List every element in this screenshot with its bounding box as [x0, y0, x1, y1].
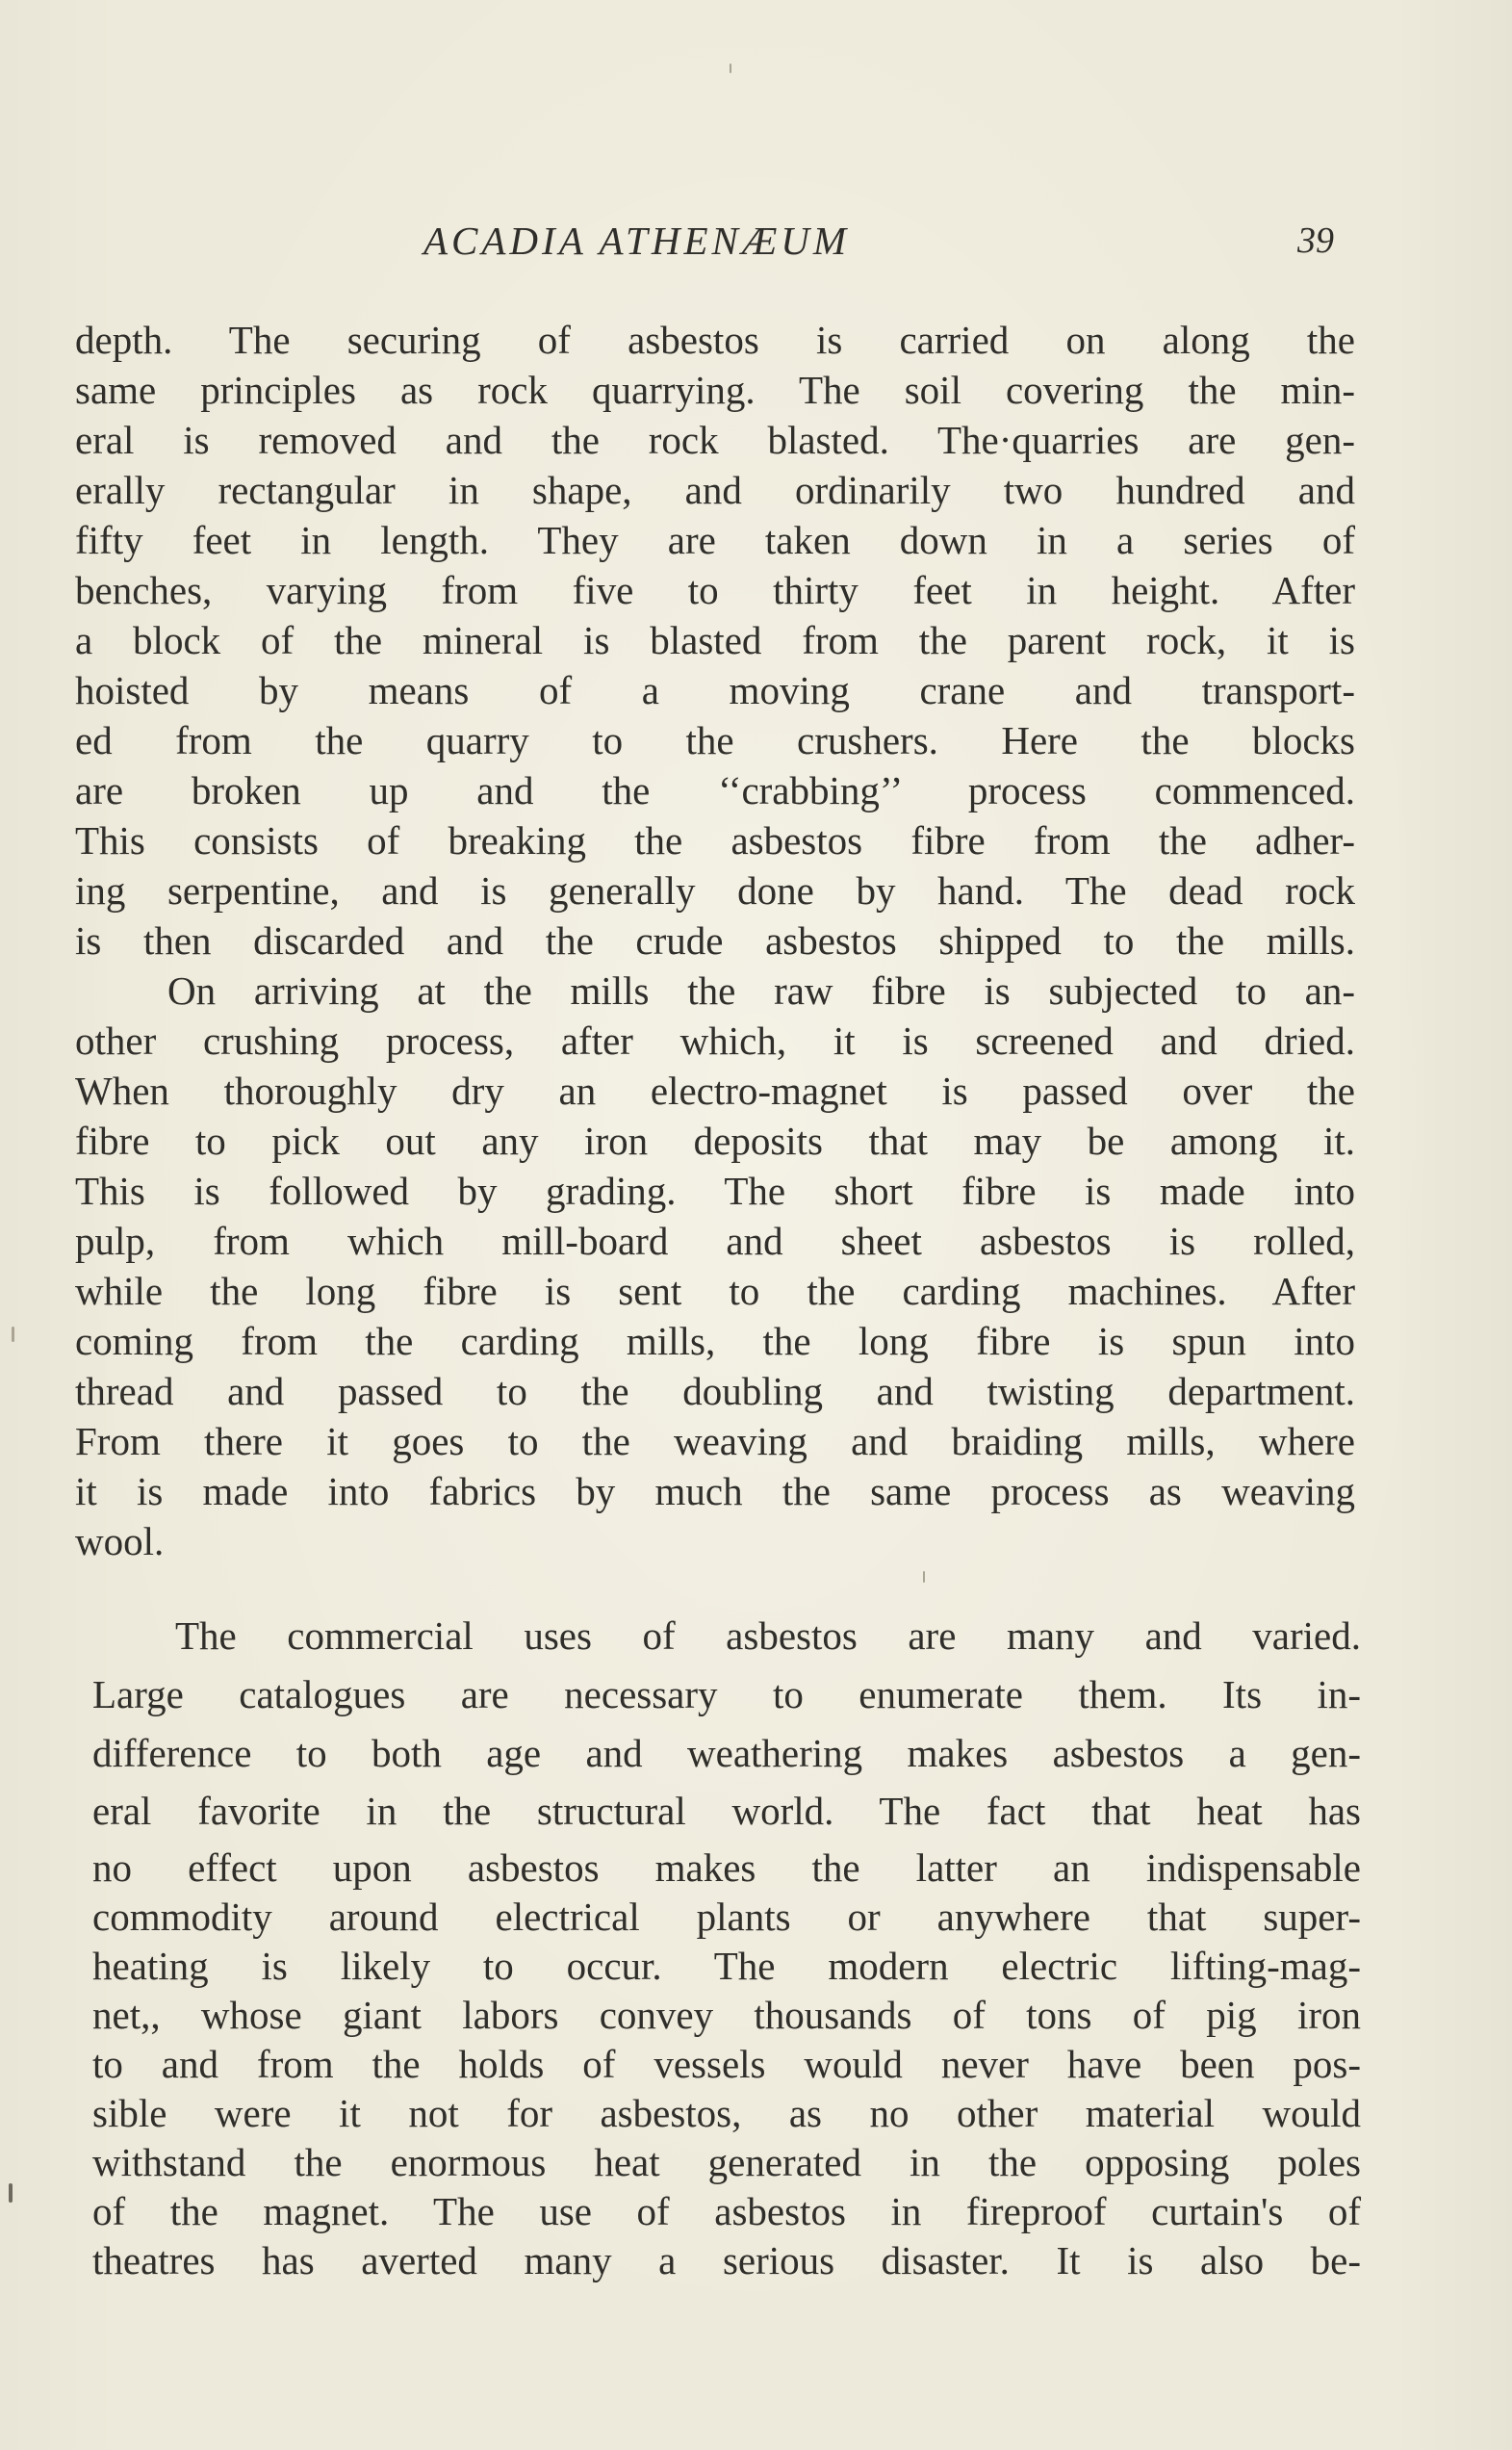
paper-speck — [9, 2183, 13, 2203]
running-title: ACADIA ATHENÆUM — [423, 219, 851, 263]
text-line: difference to both age and weathering makes asbestos a gen- — [92, 1731, 1361, 1775]
text-line: hoisted by means of a moving crane and transport- — [75, 668, 1355, 712]
text-line: ed from the quarry to the crushers. Here the blocks — [75, 718, 1355, 762]
text-line: same principles as rock quarrying. The soil covering the min- — [75, 368, 1355, 412]
paragraph-first-line: On arriving at the mills the raw fibre is subjected to an- — [167, 968, 1355, 1013]
text-line: When thoroughly dry an electro-magnet is passed over the — [75, 1069, 1355, 1113]
text-line: eral is removed and the rock blasted. The·quarries are gen- — [75, 418, 1355, 462]
text-line: a block of the mineral is blasted from the parent rock, it is — [75, 618, 1355, 662]
paper-speck — [12, 1327, 14, 1342]
text-line: heating is likely to occur. The modern electric lifting-mag- — [92, 1944, 1361, 1988]
text-line: theatres has averted many a serious disaster. It is also be- — [92, 2238, 1361, 2282]
text-line: erally rectangular in shape, and ordinarily two hundred and — [75, 468, 1355, 512]
paragraph-first-line: The commercial uses of asbestos are many and varied. — [175, 1613, 1361, 1658]
text-line: From there it goes to the weaving and braiding mills, where — [75, 1419, 1355, 1463]
text-line: benches, varying from five to thirty feet in height. After — [75, 568, 1355, 612]
text-line: withstand the enormous heat generated in the opposing poles — [92, 2140, 1361, 2184]
paper-speck — [730, 64, 731, 73]
text-line: is then discarded and the crude asbestos shipped to the mills. — [75, 918, 1355, 963]
text-line: This consists of breaking the asbestos fibre from the adher- — [75, 818, 1355, 863]
running-header — [0, 214, 1512, 271]
text-line: pulp, from which mill-board and sheet asbestos is rolled, — [75, 1219, 1355, 1263]
text-line: ing serpentine, and is generally done by hand. The dead rock — [75, 868, 1355, 913]
text-line: of the magnet. The use of asbestos in fireproof curtain's of — [92, 2189, 1361, 2233]
text-line: fifty feet in length. They are taken down in a series of — [75, 518, 1355, 562]
paper-speck — [923, 1571, 925, 1583]
text-line: it is made into fabrics by much the same process as weaving — [75, 1469, 1355, 1513]
text-line: Large catalogues are necessary to enumerate them. Its in- — [92, 1672, 1361, 1716]
text-line: coming from the carding mills, the long fibre is spun into — [75, 1319, 1355, 1363]
text-line: commodity around electrical plants or anywhere that super- — [92, 1895, 1361, 1939]
text-line: to and from the holds of vessels would never have been pos- — [92, 2042, 1361, 2086]
text-line: eral favorite in the structural world. The fact that heat has — [92, 1789, 1361, 1833]
text-line: sible were it not for asbestos, as no other material would — [92, 2091, 1361, 2135]
text-line: thread and passed to the doubling and twisting department. — [75, 1369, 1355, 1413]
text-line: net,, whose giant labors convey thousands of tons of pig iron — [92, 1993, 1361, 2037]
text-line: while the long fibre is sent to the carding machines. After — [75, 1269, 1355, 1313]
text-line: other crushing process, after which, it is screened and dried. — [75, 1019, 1355, 1063]
text-line: no effect upon asbestos makes the latter an indispensable — [92, 1845, 1361, 1890]
paragraph-last-line: wool. — [75, 1519, 165, 1563]
page-number: 39 — [1297, 220, 1334, 261]
text-line: fibre to pick out any iron deposits that may be among it. — [75, 1119, 1355, 1163]
text-line: This is followed by grading. The short fibre is made into — [75, 1169, 1355, 1213]
text-line: are broken up and the ‘‘crabbing’’ process commenced. — [75, 768, 1355, 812]
text-line: depth. The securing of asbestos is carried on along the — [75, 318, 1355, 362]
